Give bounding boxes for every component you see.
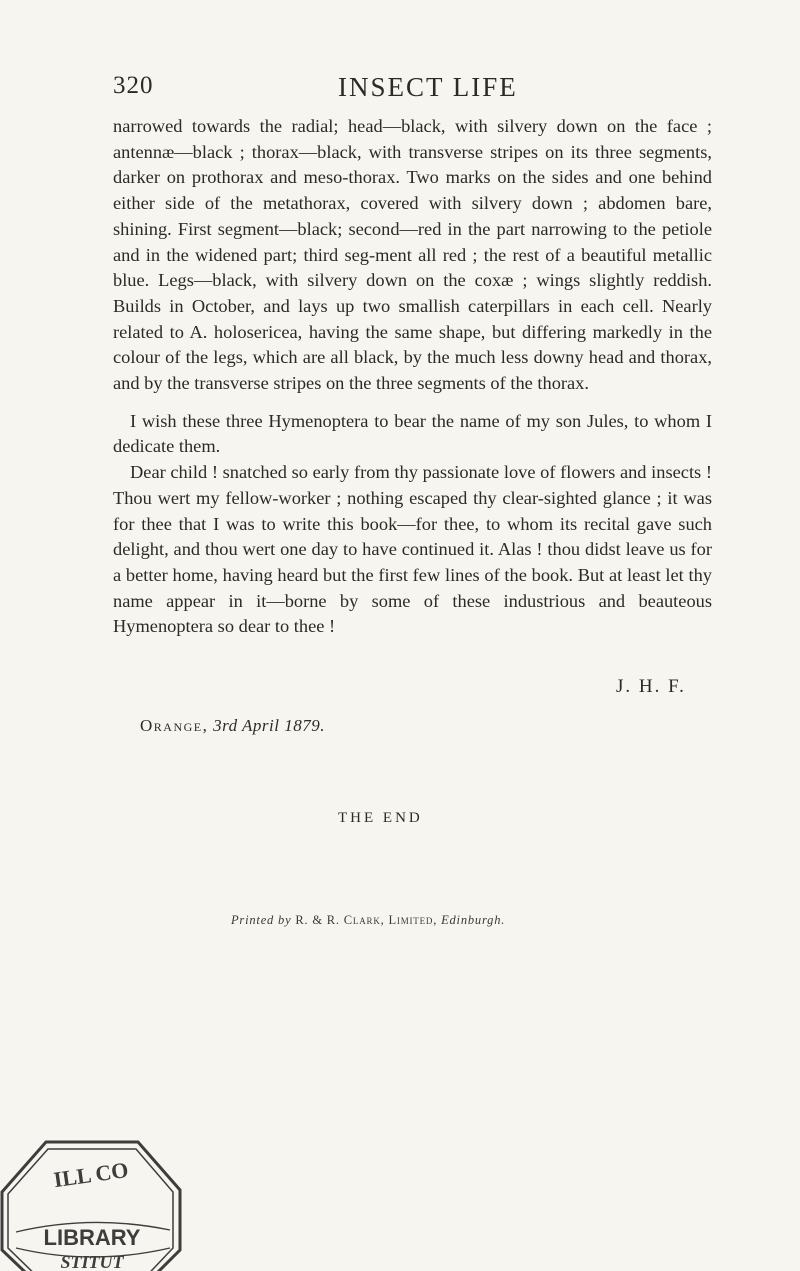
signature: J. H. F. xyxy=(616,676,686,697)
library-stamp xyxy=(0,1132,185,1271)
printer-name: R. & R. Clark, Limited, xyxy=(295,913,438,927)
printer-city: Edinburgh. xyxy=(441,913,506,927)
paragraph-species-description: narrowed towards the radial; head—black, with silvery down on the face ; antennæ—black ; thorax—black, with transverse stripes on its three segments, darker on prothorax and meso-thorax. Two marks on the sides and one behind either side of the metathorax, covered with silvery down ; abdomen bare, shining. First segment—black; second—red in the part narrowing to the petiole and in the widened part; third seg-ment all red ; the rest of a beautiful metallic blue. Legs—black, with silvery down on the coxæ ; wings slightly reddish. Builds in October, and lays up two smallish caterpillars in each cell. Nearly related to A. holosericea, having the same shape, but differing markedly in the colour of the legs, which are all black, by the much less downy head and thorax, and by the transverse stripes on the three segments of the thorax. xyxy=(113,116,712,394)
dateline xyxy=(140,716,325,736)
page-number: 320 xyxy=(113,72,154,99)
stamp-bottom-text: STITUT xyxy=(60,1252,124,1271)
dateline-place: Orange, xyxy=(140,716,209,735)
stamp-middle-text: LIBRARY xyxy=(43,1225,141,1250)
dateline-date: 3rd April 1879. xyxy=(213,716,325,735)
page-header xyxy=(0,72,800,112)
the-end-heading: THE END xyxy=(338,810,423,826)
paragraph-dedication: I wish these three Hymenoptera to bear the name of my son Jules, to whom I dedicate them. xyxy=(113,410,712,457)
body-text xyxy=(113,114,712,640)
running-title: INSECT LIFE xyxy=(338,72,518,102)
printer-imprint xyxy=(231,913,505,928)
printed-by-label: Printed by xyxy=(231,913,292,927)
stamp-top-text: ILL CO xyxy=(51,1156,130,1193)
paragraph-tribute: Dear child ! snatched so early from thy passionate love of flowers and insects ! Thou wert my fellow-worker ; nothing escaped thy clear-sighted glance ; it was for thee that I was to write this book—for thee, to whom its recital gave such delight, and thou wert one day to have continued it. Alas ! thou didst leave us for a better home, having heard but the first few lines of the book. But at least let thy name appear in it—borne by some of these industrious and beauteous Hymenoptera so dear to thee ! xyxy=(113,462,712,637)
